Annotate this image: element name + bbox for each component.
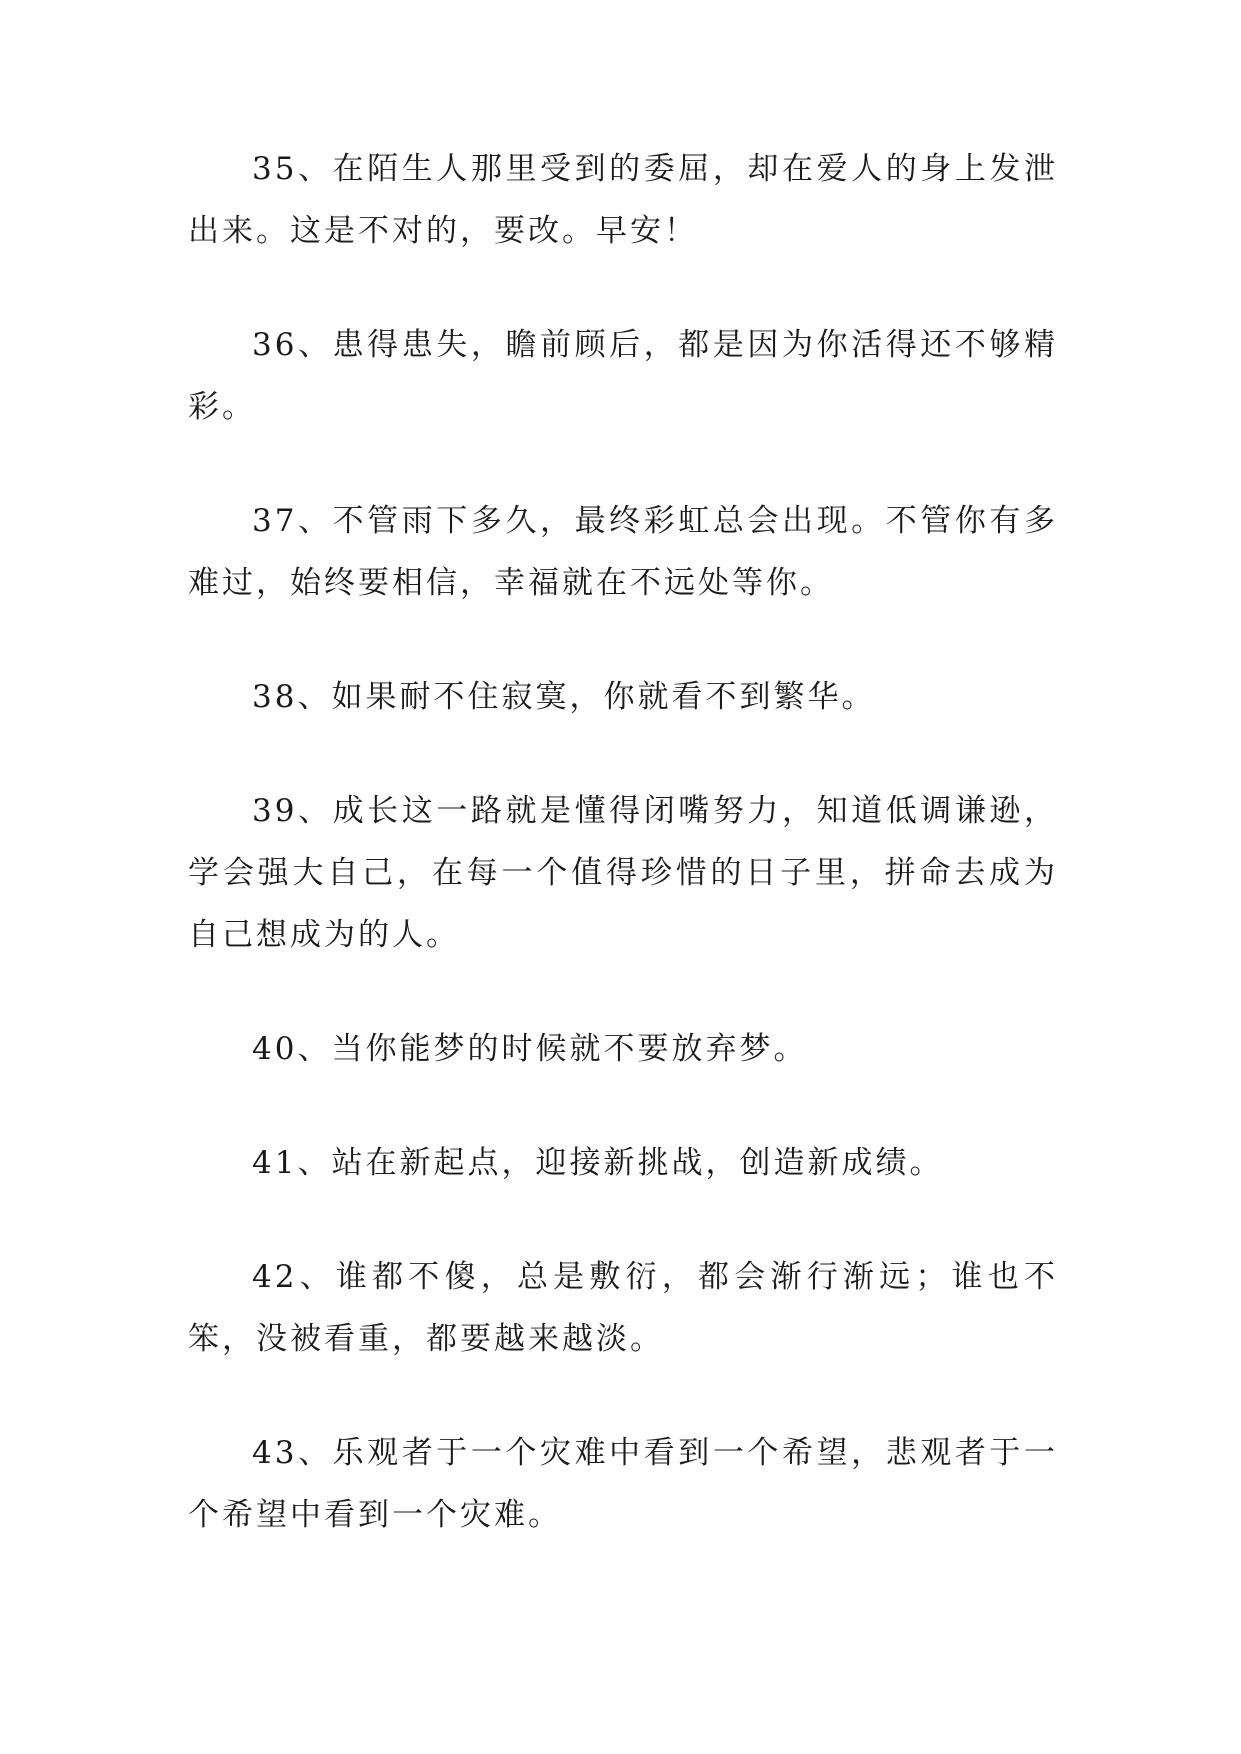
paragraph-41: 41、站在新起点，迎接新挑战，创造新成绩。 [252, 1145, 944, 1181]
paragraph-35: 35、在陌生人那里受到的委屈，却在爱人的身上发泄出来。这是不对的，要改。早安！ [188, 151, 1058, 249]
paragraph-39: 39、成长这一路就是懂得闭嘴努力，知道低调谦逊，学会强大自己，在每一个值得珍惜的日子里，拼命去成为自己想成为的人。 [188, 793, 1058, 953]
paragraph-40: 40、当你能梦的时候就不要放弃梦。 [252, 1031, 808, 1067]
paragraph-36: 36、患得患失，瞻前顾后，都是因为你活得还不够精彩。 [188, 327, 1058, 425]
paragraph-37: 37、不管雨下多久，最终彩虹总会出现。不管你有多难过，始终要相信，幸福就在不远处等你。 [188, 503, 1058, 601]
paragraph-38: 38、如果耐不住寂寞，你就看不到繁华。 [252, 679, 876, 715]
paragraph-42: 42、谁都不傻，总是敷衍，都会渐行渐远；谁也不笨，没被看重，都要越来越淡。 [188, 1259, 1058, 1357]
document-body [188, 138, 1058, 1598]
paragraph-43: 43、乐观者于一个灾难中看到一个希望，悲观者于一个希望中看到一个灾难。 [188, 1435, 1058, 1533]
